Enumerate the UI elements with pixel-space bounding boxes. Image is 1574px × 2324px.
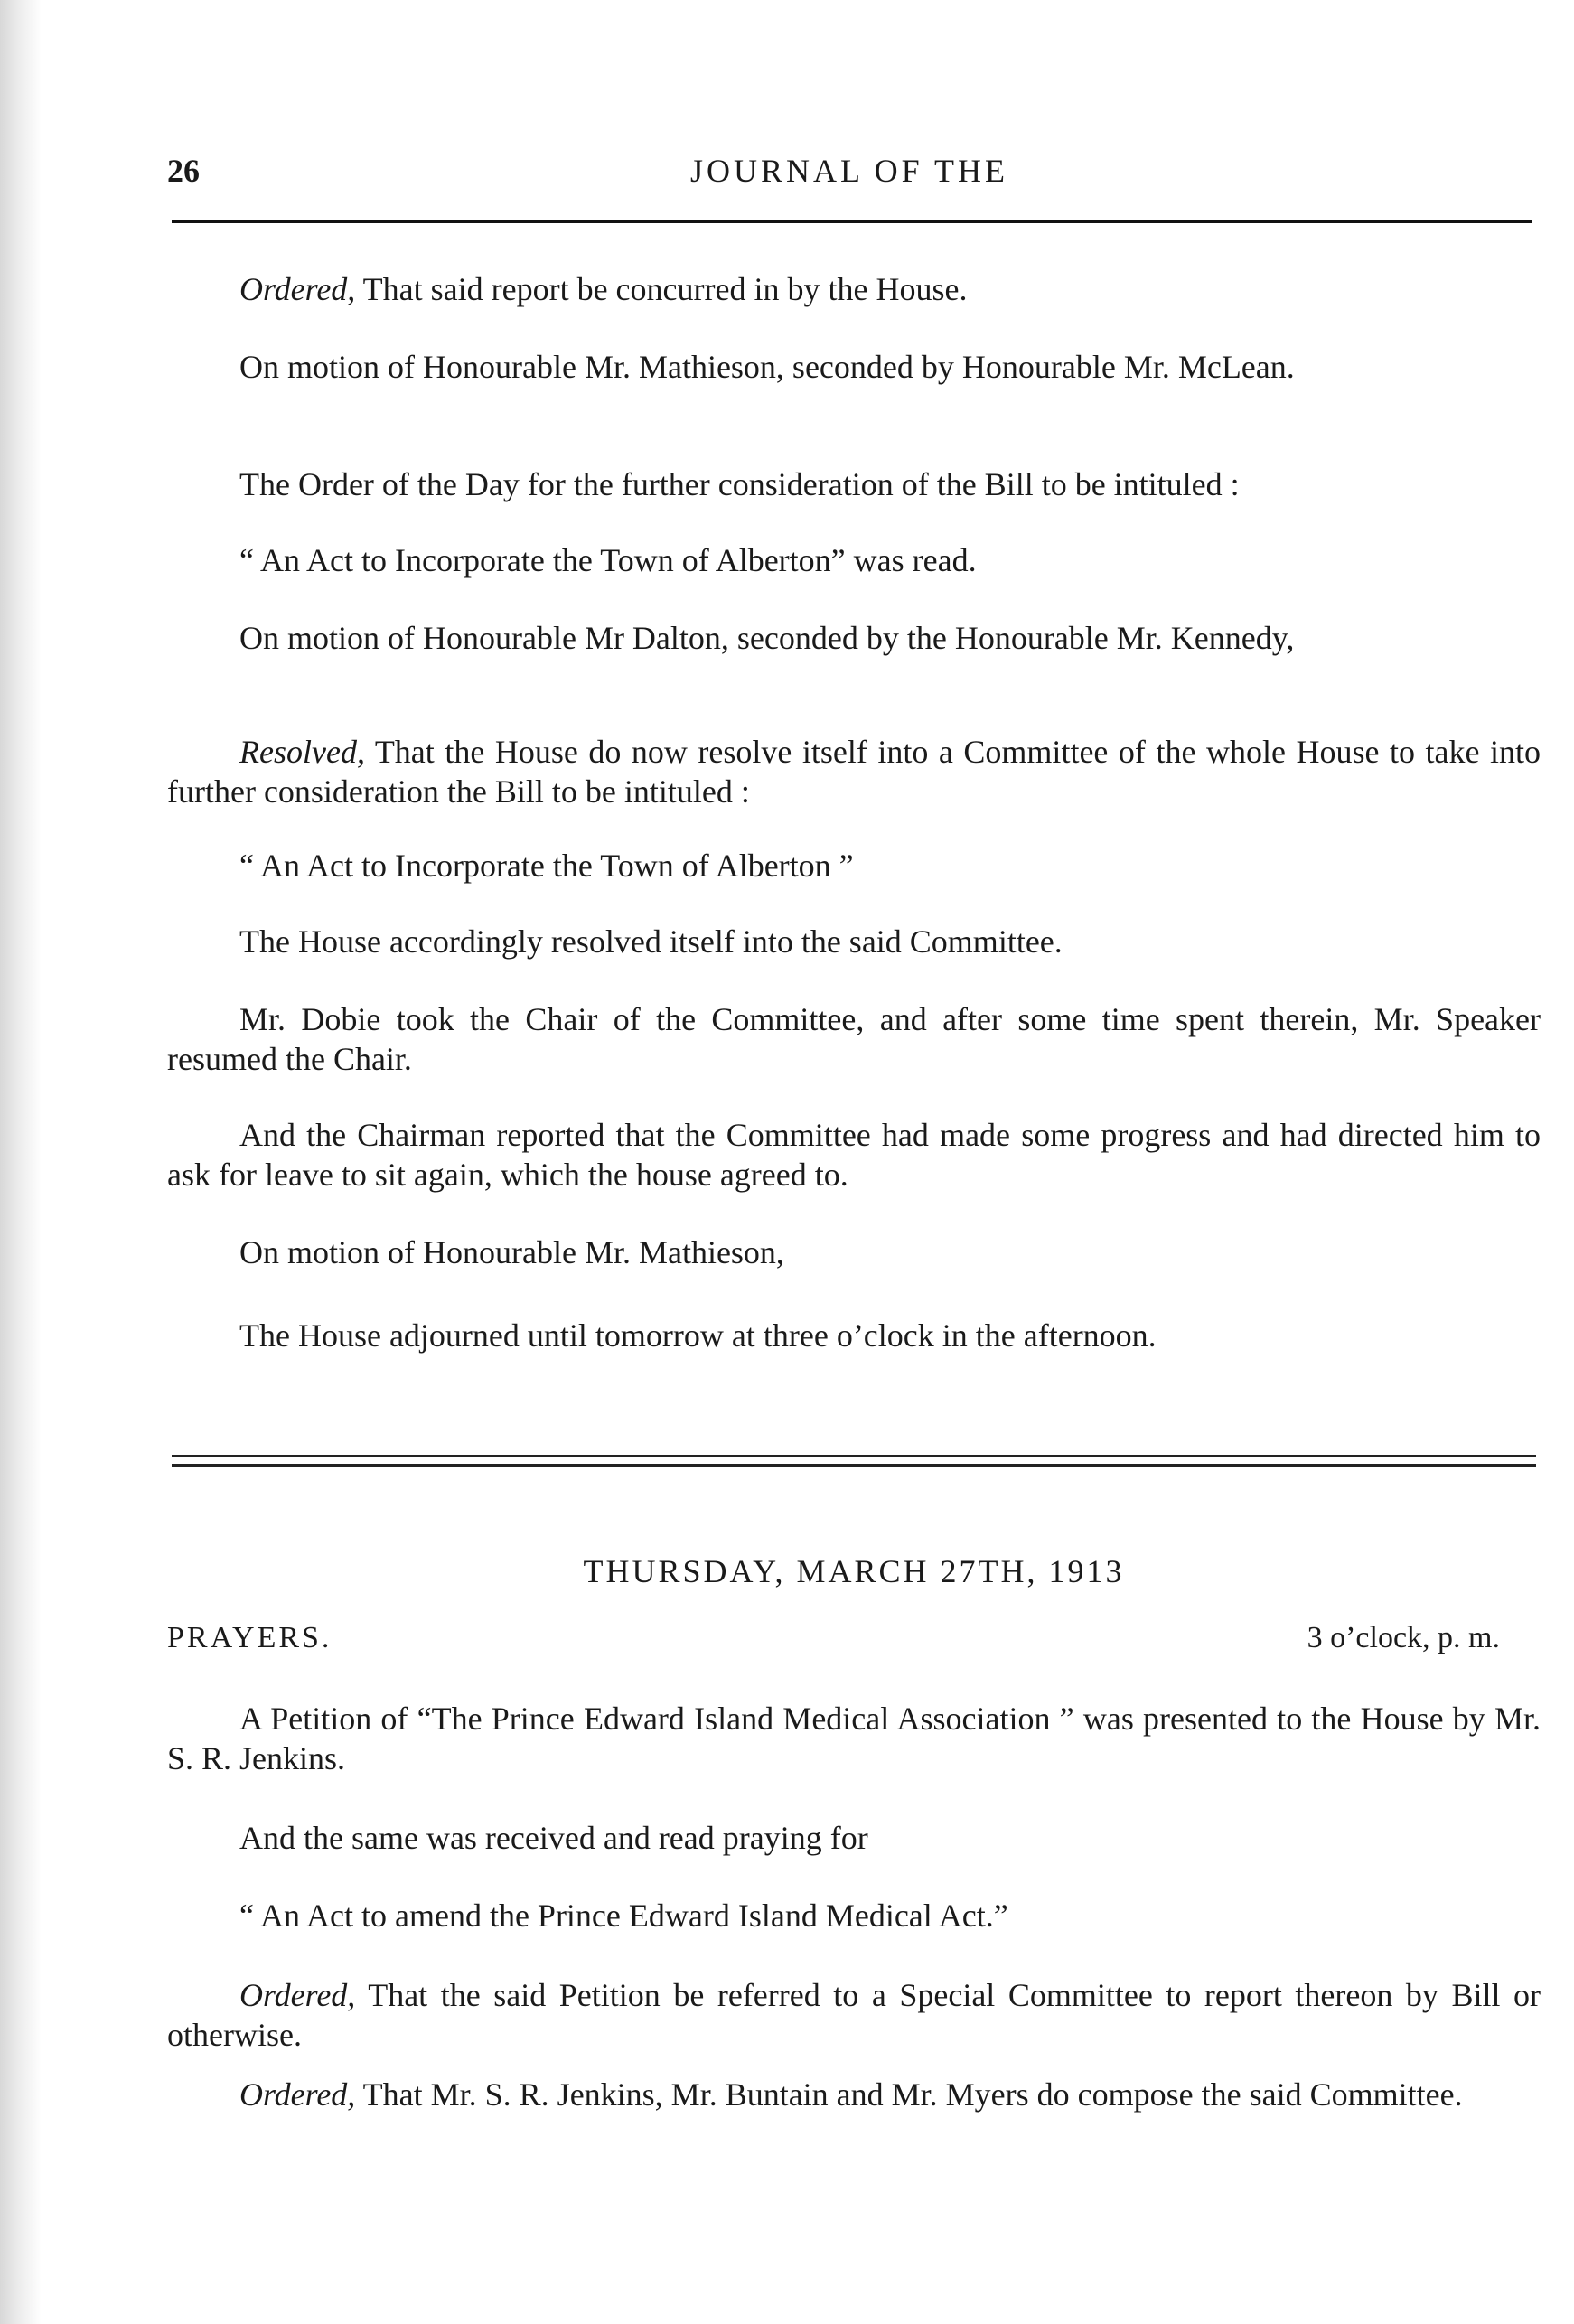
page-header (167, 152, 1532, 197)
paragraph-text: That said report be concurred in by the House. (355, 271, 968, 307)
page-number: 26 (167, 153, 200, 189)
paragraph-chairman-report: And the Chairman reported that the Committee had made some progress and had directed him to ask for leave to sit again, which the house agreed to. (167, 1117, 1541, 1193)
session-time: 3 o’clock, p. m. (1307, 1621, 1500, 1654)
paragraph-motion-mathieson-2: On motion of Honourable Mr. Mathieson, (239, 1234, 784, 1270)
scan-edge-shadow (0, 0, 42, 2324)
date-heading: THURSDAY, MARCH 27TH, 1913 (583, 1553, 1125, 1589)
paragraph-ordered-petition (167, 1975, 1541, 2055)
paragraph-bill-title-2: “ An Act to Incorporate the Town of Alberton ” (239, 848, 854, 884)
divider-line-top (172, 1455, 1536, 1457)
paragraph-medical-act: “ An Act to amend the Prince Edward Island Medical Act.” (239, 1898, 1008, 1934)
paragraph-bill-title: “ An Act to Incorporate the Town of Alberton” was read. (239, 542, 977, 578)
paragraph-adjourned: The House adjourned until tomorrow at three o’clock in the afternoon. (239, 1317, 1157, 1354)
divider-line-bottom (172, 1464, 1536, 1467)
section-divider (172, 1455, 1536, 1467)
paragraph-petition: A Petition of “The Prince Edward Island Medical Association ” was presented to the House by Mr. S. R. Jenkins. (167, 1701, 1541, 1776)
lead-word: Resolved, (239, 734, 365, 770)
paragraph-text: That Mr. S. R. Jenkins, Mr. Buntain and Mr. Myers do compose the said Committee. (355, 2076, 1463, 2113)
header-rule (172, 220, 1532, 223)
paragraph-motion-mathieson: On motion of Honourable Mr. Mathieson, seconded by Honourable Mr. McLean. (239, 349, 1295, 385)
paragraph-ordered-report (167, 269, 1541, 309)
paragraph-motion-dalton: On motion of Honourable Mr Dalton, seconded by the Honourable Mr. Kennedy, (239, 620, 1295, 656)
paragraph-text: That the said Petition be referred to a Special Committee to report thereon by Bill or otherwise. (167, 1977, 1541, 2053)
paragraph-text: That the House do now resolve itself into a Committee of the whole House to take into further consideration the Bill to be intituled : (167, 734, 1541, 810)
paragraph-received: And the same was received and read praying for (239, 1820, 868, 1856)
lead-word: Ordered, (239, 1977, 356, 2013)
prayers-label: PRAYERS. (167, 1621, 333, 1654)
paragraph-committee-resolved: The House accordingly resolved itself into the said Committee. (239, 923, 1063, 960)
paragraph-dobie-chair: Mr. Dobie took the Chair of the Committee, and after some time spent therein, Mr. Speaker resumed the Chair. (167, 1001, 1541, 1077)
lead-word: Ordered, (239, 2076, 356, 2113)
paragraph-ordered-committee (167, 2075, 1541, 2114)
paragraph-order-of-day: The Order of the Day for the further consideration of the Bill to be intituled : (239, 466, 1240, 502)
lead-word: Ordered, (239, 271, 356, 307)
running-title: JOURNAL OF THE (689, 153, 1008, 189)
paragraph-resolved (167, 732, 1541, 811)
